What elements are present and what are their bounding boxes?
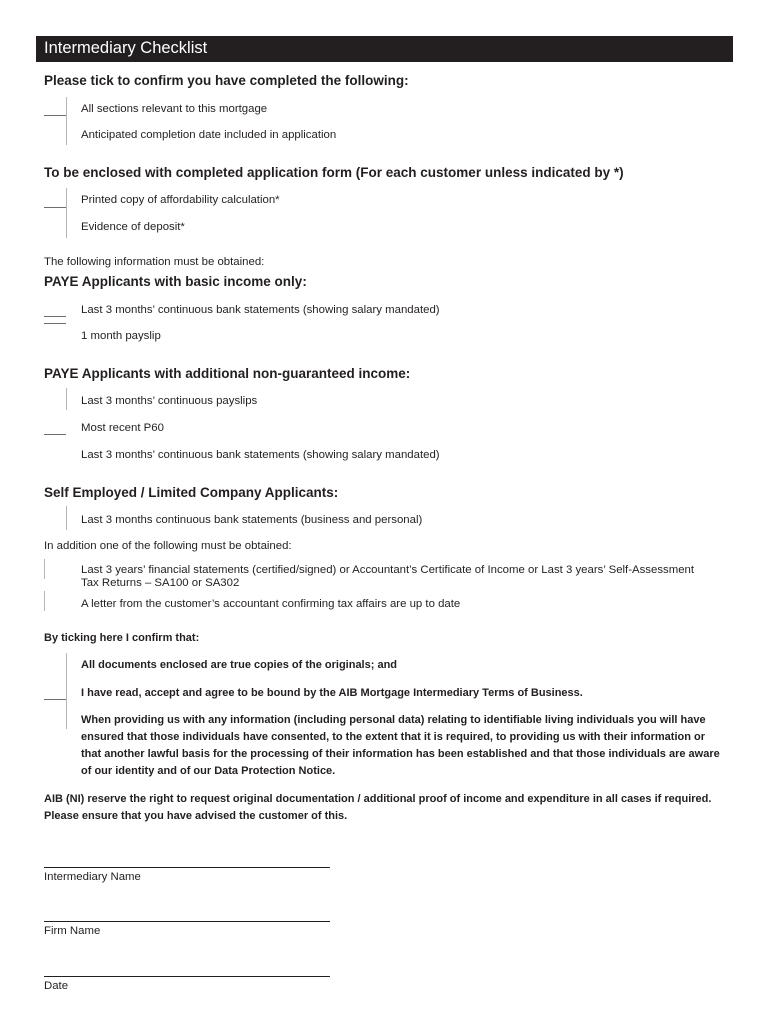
list-item: All sections relevant to this mortgage xyxy=(81,103,268,115)
checkbox-divider xyxy=(66,388,67,410)
list-item: Anticipated completion date included in application xyxy=(81,129,337,141)
checkbox-divider xyxy=(66,97,67,145)
list-item: When providing us with any information (including personal data) relating to identifiable living individuals you will have ensured that those individuals have consented, to the extent that it is required, to providing us with their information or that another lawful basis for the processing of their information has been established and that those individuals are aware of our identity and of our Data Protection Notice. xyxy=(81,714,720,777)
list-item: Last 3 years’ financial statements (certified/signed) or Accountant’s Certificate of Income or Last 3 years’ Self-Assessment Tax Returns – SA100 or SA302 xyxy=(81,564,695,589)
obtained-note: The following information must be obtained: xyxy=(44,256,265,268)
list-item: Printed copy of affordability calculation* xyxy=(81,194,280,206)
checkbox-paye-additional[interactable] xyxy=(44,434,66,435)
firm-name-label: Firm Name xyxy=(44,925,101,937)
list-item: Evidence of deposit* xyxy=(81,221,185,233)
list-item: I have read, accept and agree to be bound by the AIB Mortgage Intermediary Terms of Business. xyxy=(81,687,583,699)
checkbox-enclosed[interactable] xyxy=(44,207,66,208)
page-title: Intermediary Checklist xyxy=(44,39,208,57)
confirm-heading: By ticking here I confirm that: xyxy=(44,632,200,644)
list-item: Last 3 months’ continuous bank statements (showing salary mandated) xyxy=(81,449,440,461)
reserve-note: AIB (NI) reserve the right to request original documentation / additional proof of income and expenditure in all cases if required. Please ensure that you have advised the customer of this. xyxy=(44,793,712,822)
checkbox-divider xyxy=(66,188,67,238)
checkbox-self-employed-option2[interactable] xyxy=(44,591,45,611)
checkbox-paye-basic[interactable] xyxy=(44,316,66,317)
section-heading-self-employed: Self Employed / Limited Company Applicants: xyxy=(44,485,339,500)
addition-note: In addition one of the following must be obtained: xyxy=(44,540,292,552)
intermediary-name-field[interactable] xyxy=(44,867,330,868)
section-heading-enclosed: To be enclosed with completed application form (For each customer unless indicated by *) xyxy=(44,165,624,180)
checkbox-self-employed[interactable] xyxy=(66,506,67,530)
checkbox-confirm[interactable] xyxy=(44,699,66,700)
list-item: Last 3 months’ continuous bank statements (showing salary mandated) xyxy=(81,304,440,316)
section-heading-completed: Please tick to confirm you have completed the following: xyxy=(44,73,409,88)
checkbox-divider xyxy=(66,653,67,729)
date-label: Date xyxy=(44,980,69,992)
checkbox-completed[interactable] xyxy=(44,115,66,116)
list-item: 1 month payslip xyxy=(81,330,161,342)
section-heading-paye-additional: PAYE Applicants with additional non-guaranteed income: xyxy=(44,366,411,381)
list-item: Last 3 months continuous bank statements (business and personal) xyxy=(81,514,423,526)
title-bar xyxy=(36,36,733,62)
list-item: A letter from the customer’s accountant confirming tax affairs are up to date xyxy=(81,598,461,610)
date-field[interactable] xyxy=(44,976,330,977)
checkbox-paye-basic-line xyxy=(44,323,66,324)
list-item: Most recent P60 xyxy=(81,422,164,434)
checkbox-self-employed-option1[interactable] xyxy=(44,559,45,579)
firm-name-field[interactable] xyxy=(44,921,330,922)
intermediary-name-label: Intermediary Name xyxy=(44,871,141,883)
section-heading-paye-basic: PAYE Applicants with basic income only: xyxy=(44,274,307,289)
list-item: Last 3 months’ continuous payslips xyxy=(81,395,258,407)
list-item: All documents enclosed are true copies of the originals; and xyxy=(81,659,398,671)
